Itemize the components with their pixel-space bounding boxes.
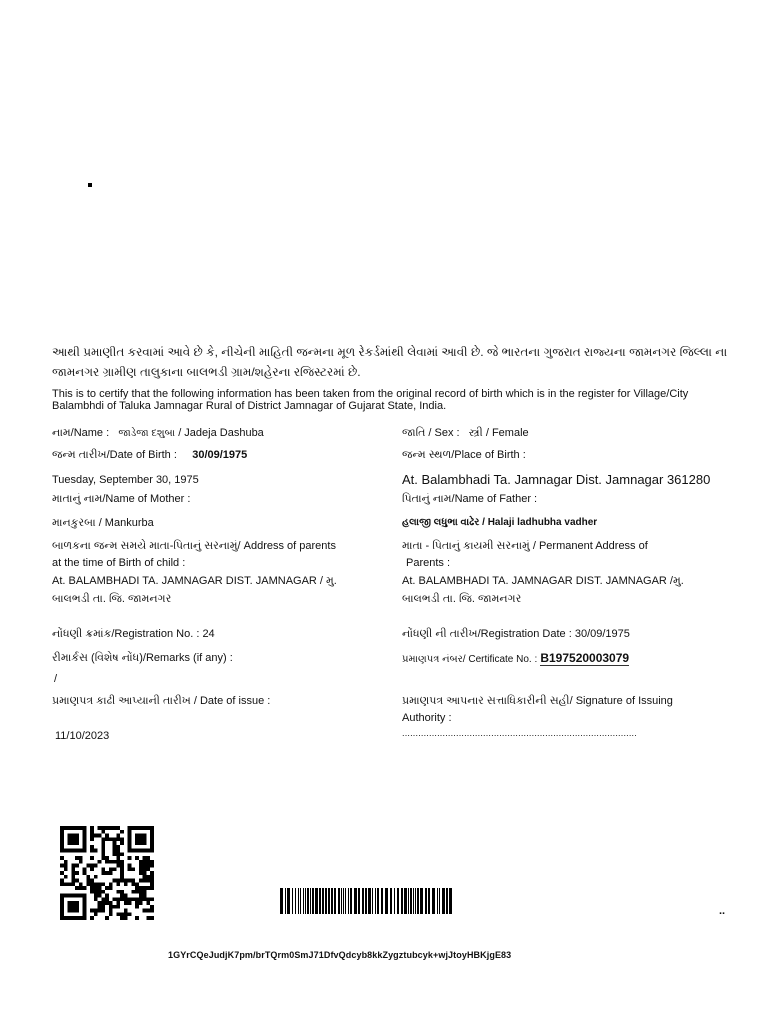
- remarks-label: રીમાર્કસ (વિશેષ નોંધ)/Remarks (if any) :: [52, 652, 233, 664]
- dob-value: 30/09/1975: [192, 449, 248, 461]
- place-of-birth-value: At. Balambhadi Ta. Jamnagar Dist. Jamnagar 361280: [402, 472, 711, 487]
- barcode: [280, 888, 454, 914]
- birth-address-label-line2: at the time of Birth of child :: [52, 557, 186, 569]
- sex-value: સ્ત્રી / Female: [468, 427, 529, 439]
- father-value: હલાજી લધુભા વાઢેર / Halaji ladhubha vadher: [402, 517, 598, 528]
- certificate-label: પ્રમાણપત્ર નંબર/ Certificate No. :: [402, 654, 538, 665]
- name-value-gujarati: જાડેજા દશુબા: [118, 428, 176, 439]
- birth-address-value-line1: At. BALAMBHADI TA. JAMNAGAR DIST. JAMNAGAR / મુ.: [52, 575, 337, 587]
- date-of-issue-label: પ્રમાણપત્ર કાઢી આપ્યાની તારીખ / Date of issue :: [52, 695, 271, 707]
- dob-label: જન્મ તારીખ/Date of Birth :: [52, 449, 177, 461]
- registration-date-value: 30/09/1975: [574, 628, 630, 640]
- sex-field: [402, 427, 529, 440]
- father-label: પિતાનું નામ/Name of Father :: [402, 493, 538, 505]
- name-label: નામ/Name :: [52, 427, 110, 439]
- registration-date-label: નોંધણી ની તારીખ/Registration Date :: [402, 628, 572, 640]
- date-of-issue-value: 11/10/2023: [55, 730, 110, 742]
- birth-address-label-line1: બાળકના જન્મ સમયે માતા-પિતાનું સરનામું/ Address of parents: [52, 540, 336, 552]
- registration-no-value: 24: [202, 628, 215, 640]
- verification-code: 1GYrCQeJudjK7pm/brTQrm0SmJ71DfvQdcyb8kkZygztubcyk+wjJtoyHBKjgE83: [168, 950, 512, 960]
- permanent-address-label-line1: માતા - પિતાનું કાયમી સરનામું / Permanent Address of: [402, 540, 648, 552]
- certificate-field: [402, 651, 629, 665]
- permanent-address-value-line1: At. BALAMBHADI TA. JAMNAGAR DIST. JAMNAGAR /મુ.: [402, 575, 684, 587]
- signature-label-line2: Authority :: [402, 712, 452, 724]
- permanent-address-value-line2: બાલભડી તા. જિ. જામનગર: [402, 593, 522, 605]
- birth-address-value-line2: બાલભડી તા. જિ. જામનગર: [52, 593, 172, 605]
- dob-field: [52, 449, 247, 462]
- intro-gujarati: આથી પ્રમાણીત કરવામાં આવે છે કે, નીચેની માહિતી જન્મના મૂળ રેકર્ડમાંથી લેવામાં આવી છે. જે ભારતના ગુજરાત રાજ્યના જામનગર જિલ્લા ના જામનગર ગ્રામીણ તાલુકાના બાલભડી ગ્રામ/શહેરના રજિસ્ટરમાં છે.: [52, 345, 728, 379]
- mother-label: માતાનું નામ/Name of Mother :: [52, 493, 191, 505]
- signature-label-line1: પ્રમાણપત્ર આપનાર સત્તાધિકારીની સહી/ Signature of Issuing: [402, 695, 673, 707]
- remarks-value: /: [54, 673, 58, 685]
- signature-line: .......................................................................................: [402, 728, 637, 738]
- dob-long-text: Tuesday, September 30, 1975: [52, 474, 199, 486]
- sex-label: જાતિ / Sex :: [402, 427, 460, 439]
- certificate-number: B197520003079: [540, 651, 630, 665]
- qr-code: [60, 826, 154, 920]
- permanent-address-label-line2: Parents :: [406, 557, 451, 569]
- name-value-english: / Jadeja Dashuba: [178, 427, 264, 439]
- registration-no-field: [52, 628, 215, 641]
- registration-no-label: નોંધણી ક્રમાંક/Registration No. :: [52, 628, 200, 640]
- trailing-mark: ..: [719, 905, 726, 917]
- stray-dot-mark: [88, 183, 92, 187]
- mother-value: માનકુરબા / Mankurba: [52, 517, 154, 529]
- intro-english: This is to certify that the following information has been taken from the original record of birth which is in the register for Village/City Balambhdi of Taluka Jamnagar Rural of District Jamnagar of Gujarat State, India.: [52, 388, 689, 412]
- name-field: [52, 427, 264, 440]
- place-of-birth-label: જન્મ સ્થળ/Place of Birth :: [402, 449, 526, 461]
- registration-date-field: [402, 628, 630, 641]
